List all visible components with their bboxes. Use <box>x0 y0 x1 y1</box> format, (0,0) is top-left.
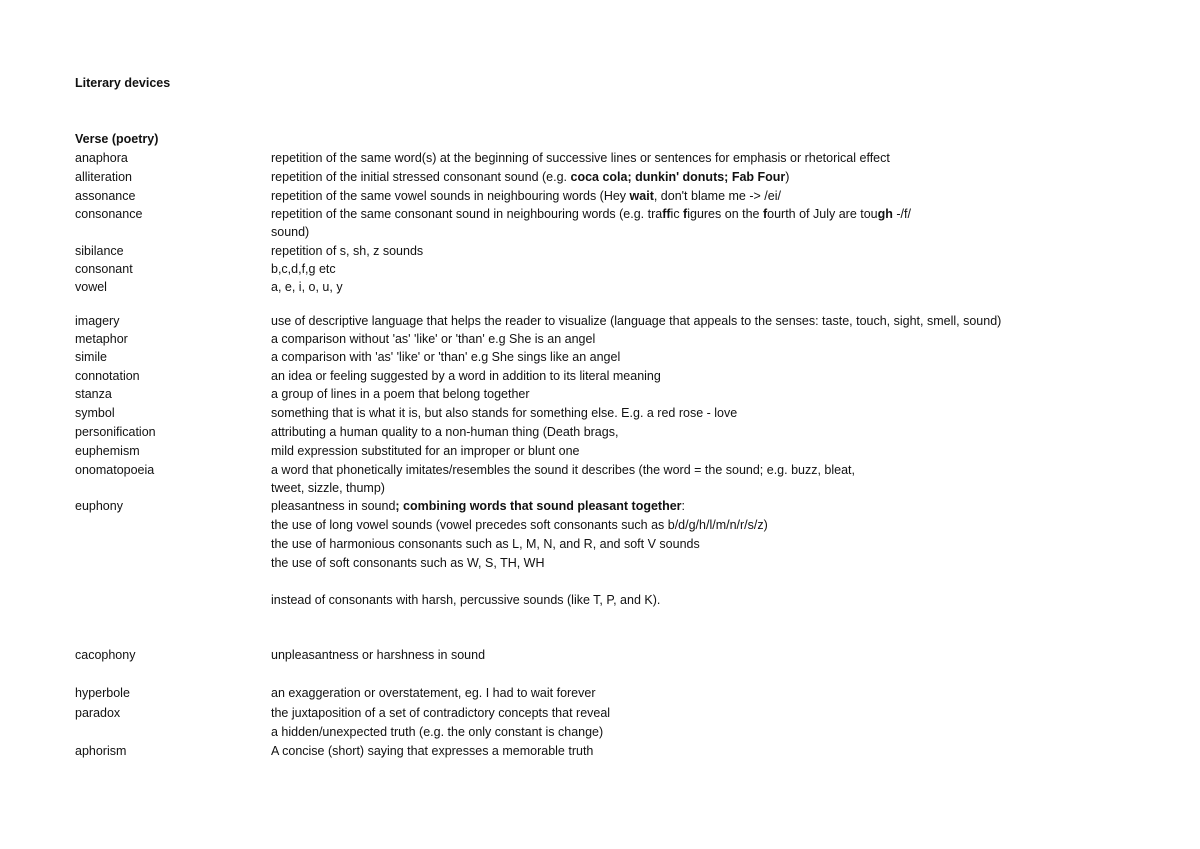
entry-cacophony <box>0 648 1200 666</box>
entry-euphony-line4 <box>0 556 1200 574</box>
term: hyperbole <box>75 686 130 700</box>
entry-onomatopoeia <box>0 463 1200 481</box>
definition-text: ourth of July are tou <box>767 207 878 221</box>
definition-highlight: f <box>683 207 688 221</box>
entry-aphorism <box>0 744 1200 762</box>
entry-connotation <box>0 369 1200 387</box>
entry-consonant <box>0 262 1200 280</box>
term: sibilance <box>75 244 124 258</box>
entry-metaphor <box>0 332 1200 350</box>
definition-highlight: f <box>762 207 768 221</box>
definition-continuation: the use of long vowel sounds (vowel precedes soft consonants such as b/d/g/h/l/m/n/r/s/z) <box>271 518 768 532</box>
definition-continuation: the use of harmonious consonants such as L, M, N, and R, and soft V sounds <box>271 537 700 551</box>
entry-paradox <box>0 706 1200 724</box>
entry-vowel <box>0 280 1200 298</box>
definition <box>271 207 911 221</box>
definition: unpleasantness or harshness in sound <box>271 648 486 662</box>
entry-euphony-line3 <box>0 537 1200 555</box>
definition-highlight: ff <box>662 207 671 221</box>
definition: A concise (short) saying that expresses a memorable truth <box>271 744 594 758</box>
definition: something that is what it is, but also stands for something else. E.g. a red rose - love <box>271 406 738 420</box>
entry-hyperbole <box>0 686 1200 704</box>
definition-continuation: the use of soft consonants such as W, S, TH, WH <box>271 556 545 570</box>
entry-euphony <box>0 499 1200 517</box>
term: anaphora <box>75 151 128 165</box>
entry-personification <box>0 425 1200 443</box>
definition: a comparison with 'as' 'like' or 'than' e.g She sings like an angel <box>271 350 621 364</box>
term: symbol <box>75 406 115 420</box>
entry-anaphora <box>0 151 1200 169</box>
document-title: Literary devices <box>75 76 171 90</box>
definition-text: ic <box>670 207 684 221</box>
definition-text: pleasantness in sound <box>271 499 396 513</box>
definition: an idea or feeling suggested by a word in addition to its literal meaning <box>271 369 661 383</box>
term: onomatopoeia <box>75 463 155 477</box>
definition: b,c,d,f,g etc <box>271 262 336 276</box>
entry-paradox-cont <box>0 725 1200 743</box>
section-heading: Verse (poetry) <box>75 132 159 146</box>
definition: mild expression substituted for an improper or blunt one <box>271 444 580 458</box>
definition: an exaggeration or overstatement, eg. I had to wait forever <box>271 686 596 700</box>
definition: attributing a human quality to a non-human thing (Death brags, <box>271 425 619 439</box>
term: vowel <box>75 280 107 294</box>
definition-highlight: ; combining words that sound pleasant together <box>395 499 682 513</box>
entry-euphony-line5 <box>0 593 1200 611</box>
entry-sibilance <box>0 244 1200 262</box>
term: stanza <box>75 387 112 401</box>
term: consonance <box>75 207 143 221</box>
definition-text: igures on the <box>687 207 763 221</box>
definition-text: ) <box>785 170 790 184</box>
definition: repetition of s, sh, z sounds <box>271 244 424 258</box>
term: assonance <box>75 189 136 203</box>
definition: use of descriptive language that helps the reader to visualize (language that appeals to the senses: taste, touch, sight, smell, sound) <box>271 314 1002 328</box>
entry-euphemism <box>0 444 1200 462</box>
definition-text: repetition of the same vowel sounds in neighbouring words (Hey <box>271 189 630 203</box>
term: euphony <box>75 499 123 513</box>
definition <box>271 189 781 203</box>
entry-euphony-line2 <box>0 518 1200 536</box>
term: simile <box>75 350 107 364</box>
entry-symbol <box>0 406 1200 424</box>
definition <box>271 499 685 513</box>
definition: a word that phonetically imitates/resembles the sound it describes (the word = the sound; e.g. buzz, bleat, <box>271 463 856 477</box>
definition <box>271 170 789 184</box>
term: paradox <box>75 706 121 720</box>
term: personification <box>75 425 156 439</box>
entry-stanza <box>0 387 1200 405</box>
definition-highlight: gh <box>877 207 893 221</box>
definition-text: -/f/ <box>892 207 911 221</box>
entry-consonance <box>0 207 1200 225</box>
definition-continuation: sound) <box>271 225 310 239</box>
definition-continuation: a hidden/unexpected truth (e.g. the only constant is change) <box>271 725 604 739</box>
definition-text: repetition of the initial stressed consonant sound (e.g. <box>271 170 571 184</box>
term: metaphor <box>75 332 128 346</box>
definition-continuation: instead of consonants with harsh, percussive sounds (like T, P, and K). <box>271 593 661 607</box>
definition: repetition of the same word(s) at the beginning of successive lines or sentences for emphasis or rhetorical effect <box>271 151 890 165</box>
entry-consonance-cont <box>0 225 1200 243</box>
definition-text: , don't blame me -> /ei/ <box>653 189 781 203</box>
definition: a comparison without 'as' 'like' or 'than' e.g She is an angel <box>271 332 596 346</box>
definition-text: : <box>681 499 686 513</box>
term: consonant <box>75 262 133 276</box>
definition: a, e, i, o, u, y <box>271 280 343 294</box>
entry-onomatopoeia-cont <box>0 481 1200 499</box>
entry-alliteration <box>0 170 1200 188</box>
term: cacophony <box>75 648 136 662</box>
definition: a group of lines in a poem that belong together <box>271 387 530 401</box>
entry-imagery <box>0 314 1200 332</box>
definition: the juxtaposition of a set of contradictory concepts that reveal <box>271 706 611 720</box>
term: alliteration <box>75 170 132 184</box>
term: imagery <box>75 314 120 328</box>
term: euphemism <box>75 444 140 458</box>
term: aphorism <box>75 744 127 758</box>
term: connotation <box>75 369 140 383</box>
entry-simile <box>0 350 1200 368</box>
definition-continuation: tweet, sizzle, thump) <box>271 481 385 495</box>
entry-assonance <box>0 189 1200 207</box>
definition-example: coca cola; dunkin' donuts; Fab Four <box>570 170 786 184</box>
definition-example: wait <box>629 189 654 203</box>
definition-text: repetition of the same consonant sound in neighbouring words (e.g. tra <box>271 207 663 221</box>
